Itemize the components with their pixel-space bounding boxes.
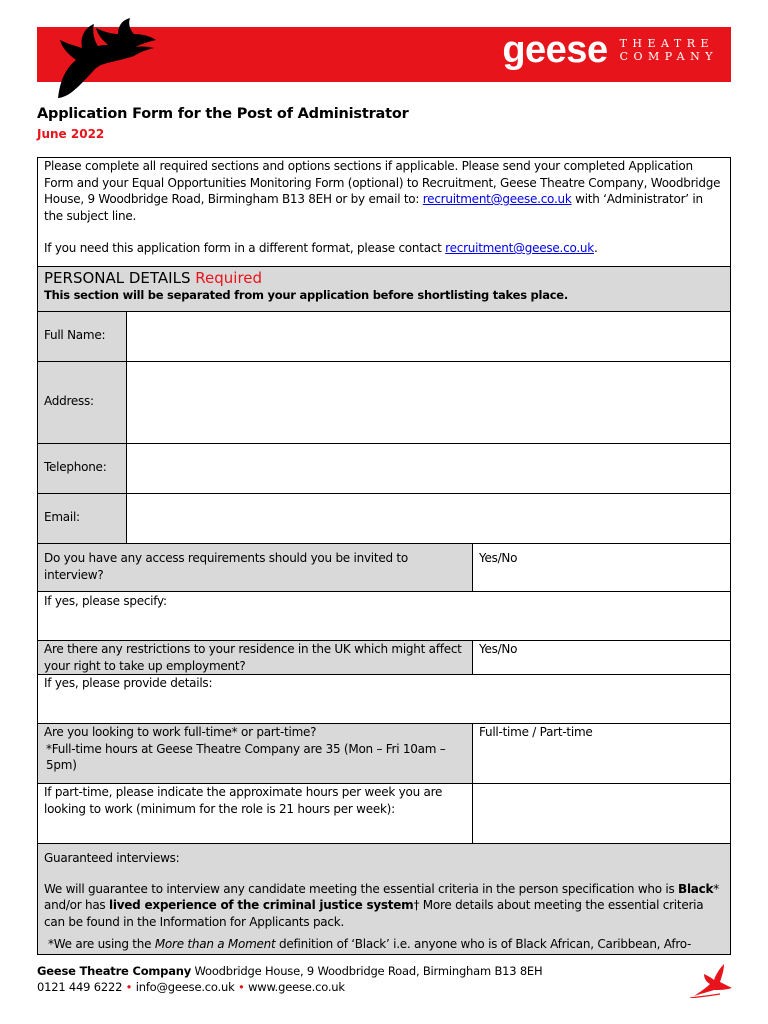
access-question: Do you have any access requirements should you be invited to interview? (38, 544, 473, 591)
recruitment-email-link[interactable]: recruitment@geese.co.uk (422, 192, 572, 206)
work-answer[interactable]: Full-time / Part-time (479, 725, 593, 739)
footer-separator: • (125, 979, 133, 994)
guaranteed-heading: Guaranteed interviews: (44, 851, 180, 865)
geese-logo-icon (38, 10, 158, 100)
access-row (38, 544, 730, 592)
residence-question: Are there any restrictions to your residence in the UK which might affect your right to take up employment? (38, 641, 473, 674)
address-row (38, 362, 730, 444)
residence-answer[interactable]: Yes/No (479, 642, 518, 656)
page-footer (37, 964, 542, 995)
address-label: Address: (38, 362, 127, 443)
document-title: Application Form for the Post of Administrator (37, 106, 409, 122)
black-term: Black (678, 881, 714, 896)
telephone-row (38, 444, 730, 494)
footer-address: Woodbridge House, 9 Woodbridge Road, Birmingham B13 8EH (191, 964, 543, 978)
recruitment-email-link-2[interactable]: recruitment@geese.co.uk (445, 241, 594, 255)
footer-website[interactable]: www.geese.co.uk (248, 979, 345, 994)
personal-details-header (38, 267, 730, 312)
email-label: Email: (38, 494, 127, 543)
intro-paragraph-1: Please complete all required sections and options sections if applicable. Please send your completed Application Form and your Equal Opportunities Monitoring Form (optional) to Recruitment, Geese Theatre Company, Woodbridge House, 9 Woodbridge Road, Birmingham B13 8EH or by email to: recruitment@geese.co.uk with ‘Administrator’ in the subject line. (44, 159, 721, 223)
guaranteed-paragraph-1: We will guarantee to interview any candidate meeting the essential criteria in the person specification who is Black* and/or has lived experience of the criminal justice system† More details about meeting the essential criteria can be found in the Information for Applicants pack. (44, 881, 719, 929)
full-name-row (38, 312, 730, 362)
document-date: June 2022 (37, 127, 105, 141)
brand-name: geese (502, 29, 608, 71)
work-hours-note: *Full-time hours at Geese Theatre Company are 35 (Mon – Fri 10am – 5pm) (46, 741, 446, 772)
email-input[interactable] (127, 494, 730, 543)
brand-sub-line1: THEATRE (619, 37, 715, 50)
footer-company: Geese Theatre Company (37, 964, 192, 978)
work-row (38, 724, 730, 784)
guaranteed-interviews-section (38, 844, 730, 955)
hours-question: If part-time, please indicate the approximate hours per week you are looking to work (minimum for the role is 21 hours per week): (38, 784, 473, 843)
residence-row (38, 641, 730, 675)
application-form (37, 157, 731, 955)
access-answer[interactable]: Yes/No (479, 551, 518, 565)
intro-paragraph-2: If you need this application form in a different format, please contact recruitment@geese.co.uk. (44, 241, 598, 255)
personal-details-note: This section will be separated from your application before shortlisting takes place. (44, 288, 568, 302)
full-name-label: Full Name: (38, 312, 127, 361)
full-name-input[interactable] (127, 312, 730, 361)
residence-details[interactable]: If yes, please provide details: (38, 675, 730, 724)
intro-section (38, 158, 730, 267)
footer-email[interactable]: info@geese.co.uk (135, 979, 235, 994)
lived-experience-term: lived experience of the criminal justice system (108, 898, 414, 912)
footer-phone: 0121 449 6222 (37, 979, 123, 994)
brand-wordmark (502, 31, 718, 69)
personal-details-heading: PERSONAL DETAILS Required (44, 269, 263, 287)
footer-address-line (37, 964, 542, 980)
hours-input[interactable] (473, 784, 730, 843)
brand-sub-line2: COMPANY (619, 50, 718, 63)
access-specify[interactable]: If yes, please specify: (38, 592, 730, 641)
telephone-label: Telephone: (38, 444, 127, 493)
brand-subtitle (620, 37, 718, 63)
required-label: Required (195, 269, 263, 287)
guaranteed-paragraph-2: *We are using the More than a Moment definition of ‘Black’ i.e. anyone who is of Black African, Caribbean, Afro- (48, 937, 692, 951)
footer-separator: • (238, 979, 245, 994)
email-row (38, 494, 730, 544)
address-input[interactable] (127, 362, 730, 443)
footer-contact-line (37, 980, 542, 996)
work-question (38, 724, 473, 783)
work-question-text: Are you looking to work full-time* or part-time? (44, 725, 317, 739)
footer-goose-icon (690, 962, 732, 998)
more-than-a-moment: More than a Moment (154, 937, 276, 951)
telephone-input[interactable] (127, 444, 730, 493)
hours-row (38, 784, 730, 844)
